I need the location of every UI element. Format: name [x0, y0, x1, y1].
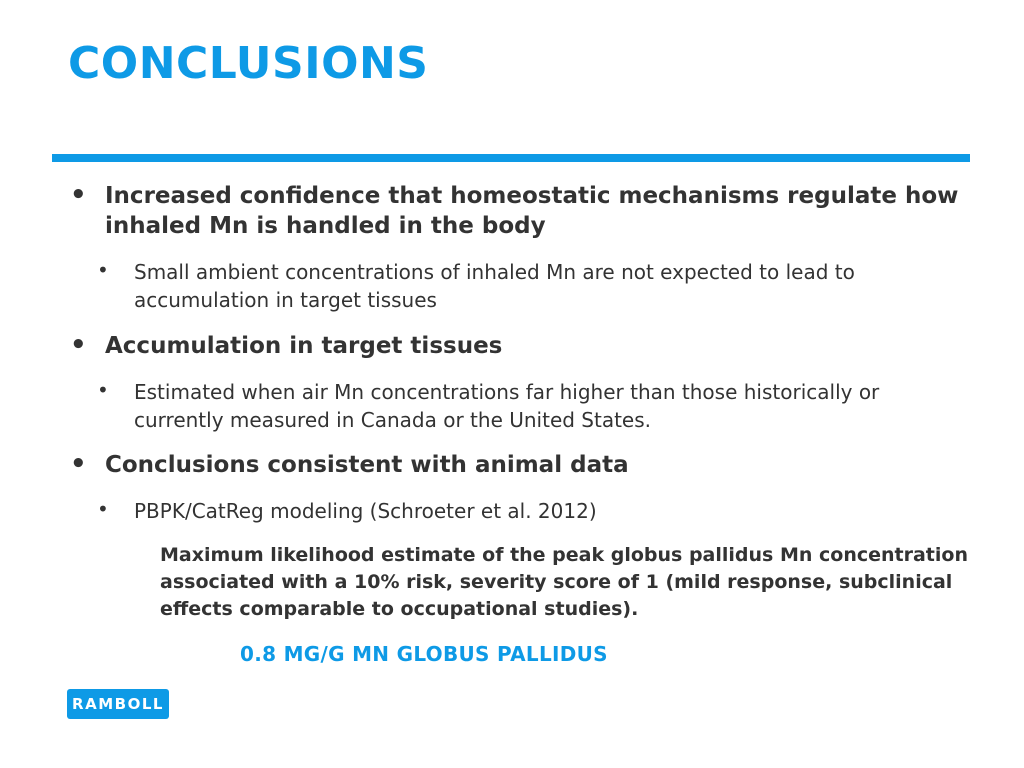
sub-bullet-text-ambient: Small ambient concentrations of inhaled Mn are not expected to lead to accumulation in target tissues	[134, 260, 855, 312]
highlight-value: 0.8 MG/G MN GLOBUS PALLIDUS	[240, 642, 608, 666]
bullet-marker: •	[70, 180, 87, 210]
sub-bullet-marker: •	[97, 378, 109, 402]
slide-title: CONCLUSIONS	[68, 38, 429, 89]
ramboll-logo	[67, 689, 169, 719]
bullet-text-animal-data: Conclusions consistent with animal data	[105, 452, 629, 478]
bullet-marker: •	[70, 449, 87, 479]
bullet-text-accumulation: Accumulation in target tissues	[105, 333, 503, 359]
sub-bullet-text-estimated: Estimated when air Mn concentrations far higher than those historically or currently measured in Canada or the United States.	[134, 380, 880, 432]
bullet-text-homeostatic: Increased confidence that homeostatic mechanisms regulate how inhaled Mn is handled in the body	[105, 183, 959, 239]
detail-paragraph: Maximum likelihood estimate of the peak globus pallidus Mn concentration associated with a 10% risk, severity score of 1 (mild response, subclinical effects comparable to occupational studies).	[160, 544, 968, 620]
sub-bullet-text-pbpk: PBPK/CatReg modeling (Schroeter et al. 2012)	[134, 499, 597, 523]
sub-bullet-marker: •	[97, 258, 109, 282]
sub-bullet-marker: •	[97, 497, 109, 521]
bullet-marker: •	[70, 330, 87, 360]
logo-text: RAMBOLL	[72, 695, 164, 713]
title-divider	[52, 154, 970, 162]
